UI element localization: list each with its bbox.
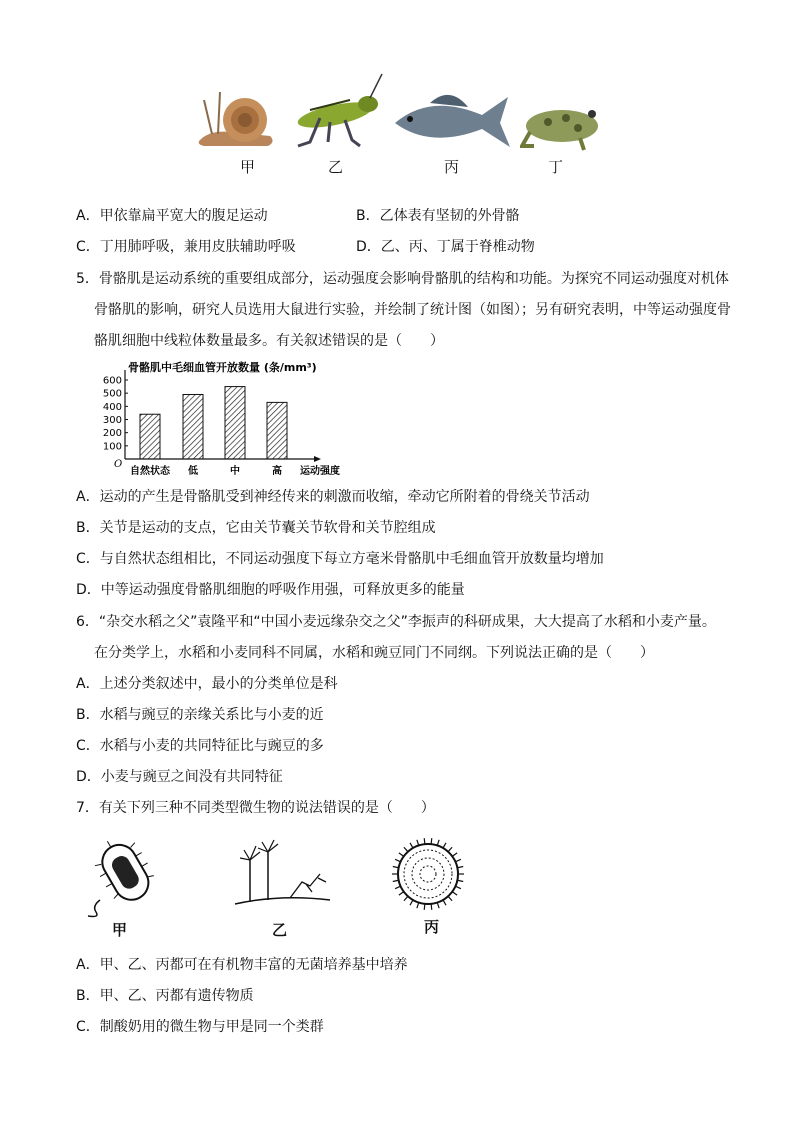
x-axis-label: 运动强度	[300, 466, 340, 477]
bar-2	[225, 387, 245, 459]
bar-3	[267, 402, 287, 459]
bacterium-image	[80, 830, 160, 920]
virus-spike	[437, 903, 439, 909]
q4-option-d: D．乙、丙、丁属于脊椎动物	[356, 239, 535, 255]
frog-image	[520, 98, 605, 153]
virus-spike	[404, 847, 408, 851]
q7-option-b: B．甲、乙、丙都有遗传物质	[76, 988, 254, 1004]
q4-option-c: C．丁用肺呼吸，兼用皮肤辅助呼吸	[76, 239, 296, 255]
virus-spike	[417, 903, 419, 909]
q4-option-b: B．乙体表有坚韧的外骨骼	[356, 208, 520, 224]
virus-spike	[431, 904, 432, 910]
capillary-bar-chart	[92, 356, 362, 480]
q6-option-a: A．上述分类叙述中，最小的分类单位是科	[76, 676, 338, 692]
q7-option-c: C．制酸奶用的微生物与甲是同一个类群	[76, 1019, 324, 1035]
virus-spike	[424, 904, 425, 910]
virus-spike	[404, 896, 408, 900]
microbe-label-jia: 甲	[112, 921, 128, 939]
q6-stem-line-1: 6．“杂交水稻之父”袁隆平和“中国小麦远缘杂交之父”李振声的科研成果，大大提高了水稻和小麦产量。	[76, 614, 716, 630]
grasshopper-image	[290, 70, 385, 155]
virus-spike	[457, 880, 463, 881]
q5-stem-line-2: 骨骼肌的影响，研究人员选用大鼠进行实验，并绘制了统计图（如图）；另有研究表明，中等运动强度骨	[94, 302, 731, 318]
q5-stem-line-1: 5．骨骼肌是运动系统的重要组成部分，运动强度会影响骨骼肌的结构和功能。为探究不同运动强度对机体	[76, 271, 729, 287]
virus-image	[390, 836, 466, 912]
y-tick-label: 400	[102, 401, 122, 413]
x-category-label: 中	[230, 466, 240, 477]
bar-1	[183, 394, 203, 459]
snail-image	[190, 80, 280, 152]
q7-stem: 7．有关下列三种不同类型微生物的说法错误的是（ ）	[76, 800, 435, 816]
virus-spike	[395, 859, 400, 861]
q5-option-b: B．关节是运动的支点，它由关节囊关节软骨和关节腔组成	[76, 520, 436, 536]
virus-spike	[437, 840, 439, 846]
animal-label-yi: 乙	[328, 158, 344, 176]
q7-option-a: A．甲、乙、丙都可在有机物丰富的无菌培养基中培养	[76, 957, 408, 973]
virus-spike	[393, 880, 399, 881]
virus-spike	[410, 843, 413, 848]
q5-option-d: D．中等运动强度骨骼肌细胞的呼吸作用强，可释放更多的能量	[76, 582, 465, 598]
virus-spike	[424, 838, 425, 844]
y-tick-label: 100	[102, 441, 122, 453]
microbe-label-yi: 乙	[272, 921, 288, 939]
q4-option-a: A．甲依靠扁平宽大的腹足运动	[76, 208, 268, 224]
virus-spike	[399, 853, 404, 857]
virus-spike	[399, 892, 404, 896]
x-category-label: 低	[188, 466, 198, 477]
virus-spike	[393, 867, 399, 868]
q6-option-b: B．水稻与豌豆的亲缘关系比与小麦的近	[76, 707, 324, 723]
virus-spike	[452, 892, 457, 896]
virus-spike	[417, 840, 419, 846]
virus-spike	[443, 843, 446, 848]
y-tick-label: 500	[102, 388, 122, 400]
virus-spike	[455, 859, 460, 861]
q6-option-c: C．水稻与小麦的共同特征比与豌豆的多	[76, 738, 324, 754]
virus-spike	[448, 896, 452, 900]
mold-image	[230, 838, 335, 913]
origin-label: O	[114, 459, 123, 470]
chart-title: 骨骼肌中毛细血管开放数量 (条/mm³)	[128, 361, 317, 374]
virus-spike	[443, 900, 446, 905]
x-category-label: 自然状态	[130, 466, 170, 477]
virus-spike	[431, 838, 432, 844]
y-tick-label: 200	[102, 428, 122, 440]
fish-image	[390, 85, 515, 155]
virus-spike	[448, 847, 452, 851]
q5-option-c: C．与自然状态组相比，不同运动强度下每立方毫米骨骼肌中毛细血管开放数量均增加	[76, 551, 604, 567]
y-tick-label: 600	[102, 375, 122, 387]
y-tick-label: 300	[102, 415, 122, 426]
animal-label-ding: 丁	[548, 158, 564, 176]
x-axis-arrow	[314, 456, 321, 462]
virus-spike	[452, 853, 457, 857]
x-category-label: 高	[272, 466, 282, 477]
virus-spike	[455, 886, 460, 888]
microbe-label-bing: 丙	[424, 918, 440, 936]
q5-option-a: A．运动的产生是骨骼肌受到神经传来的刺激而收缩，牵动它所附着的骨绕关节活动	[76, 489, 590, 505]
q5-stem-line-3: 骼肌细胞中线粒体数量最多。有关叙述错误的是（ ）	[94, 333, 444, 349]
virus-spike	[410, 900, 413, 905]
q6-option-d: D．小麦与豌豆之间没有共同特征	[76, 769, 283, 785]
virus-spike	[395, 886, 400, 888]
animal-label-jia: 甲	[240, 158, 256, 176]
q6-stem-line-2: 在分类学上，水稻和小麦同科不同属，水稻和豌豆同门不同纲。下列说法正确的是（ ）	[94, 645, 654, 661]
virus-spike	[457, 867, 463, 868]
bar-0	[140, 414, 160, 459]
animal-label-bing: 丙	[444, 158, 460, 176]
